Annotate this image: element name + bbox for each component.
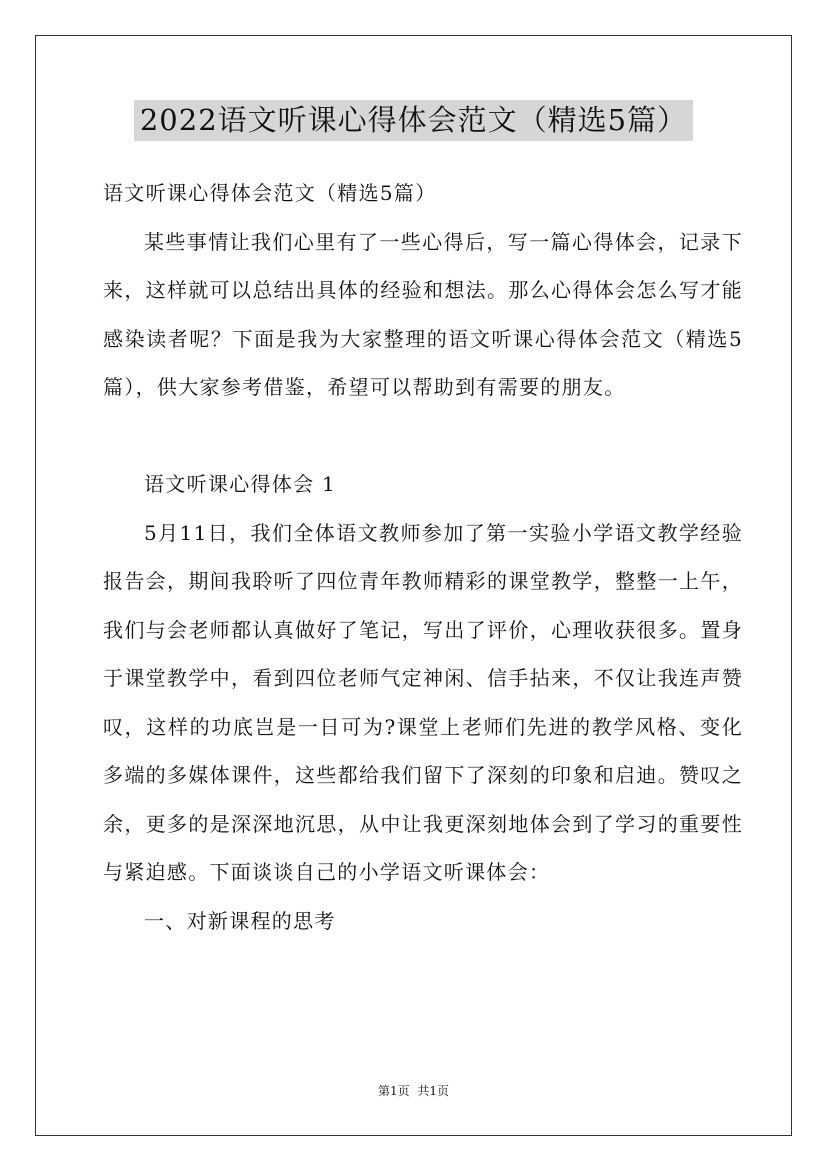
title-container <box>0 100 827 141</box>
page-number-total: 共1页 <box>417 1084 450 1098</box>
document-title: 2022语文听课心得体会范文（精选5篇） <box>134 100 693 141</box>
page-number-current: 第1页 <box>377 1084 410 1098</box>
body-paragraph: 5月11日，我们全体语文教师参加了第一实验小学语文教学经验报告会，期间我聆听了四位青年教师精彩的课堂教学，整整一上午，我们与会老师都认真做好了笔记，写出了评价，心理收获很多。置身于课堂教学中，看到四位老师气定神闲、信手拈来，不仅让我连声赞叹，这样的功底岂是一日可为?课堂上老师们先进的教学风格、变化多端的多媒体课件，这些都给我们留下了深刻的印象和启迪。赞叹之余，更多的是深深地沉思，从中让我更深刻地体会到了学习的重要性与紧迫感。下面谈谈自己的小学语文听课体会： <box>103 520 743 884</box>
section-heading: 语文听课心得体会 1 <box>144 472 337 496</box>
document-subtitle: 语文听课心得体会范文（精选5篇） <box>103 181 437 205</box>
page-footer <box>0 1082 827 1100</box>
subheading: 一、对新课程的思考 <box>144 908 336 933</box>
document-body <box>103 169 743 945</box>
intro-paragraph: 某些事情让我们心里有了一些心得后，写一篇心得体会，记录下来，这样就可以总结出具体的经验和想法。那么心得体会怎么写才能感染读者呢？下面是我为大家整理的语文听课心得体会范文（精选5篇），供大家参考借鉴，希望可以帮助到有需要的朋友。 <box>103 229 743 399</box>
paragraph-spacer <box>103 412 743 461</box>
